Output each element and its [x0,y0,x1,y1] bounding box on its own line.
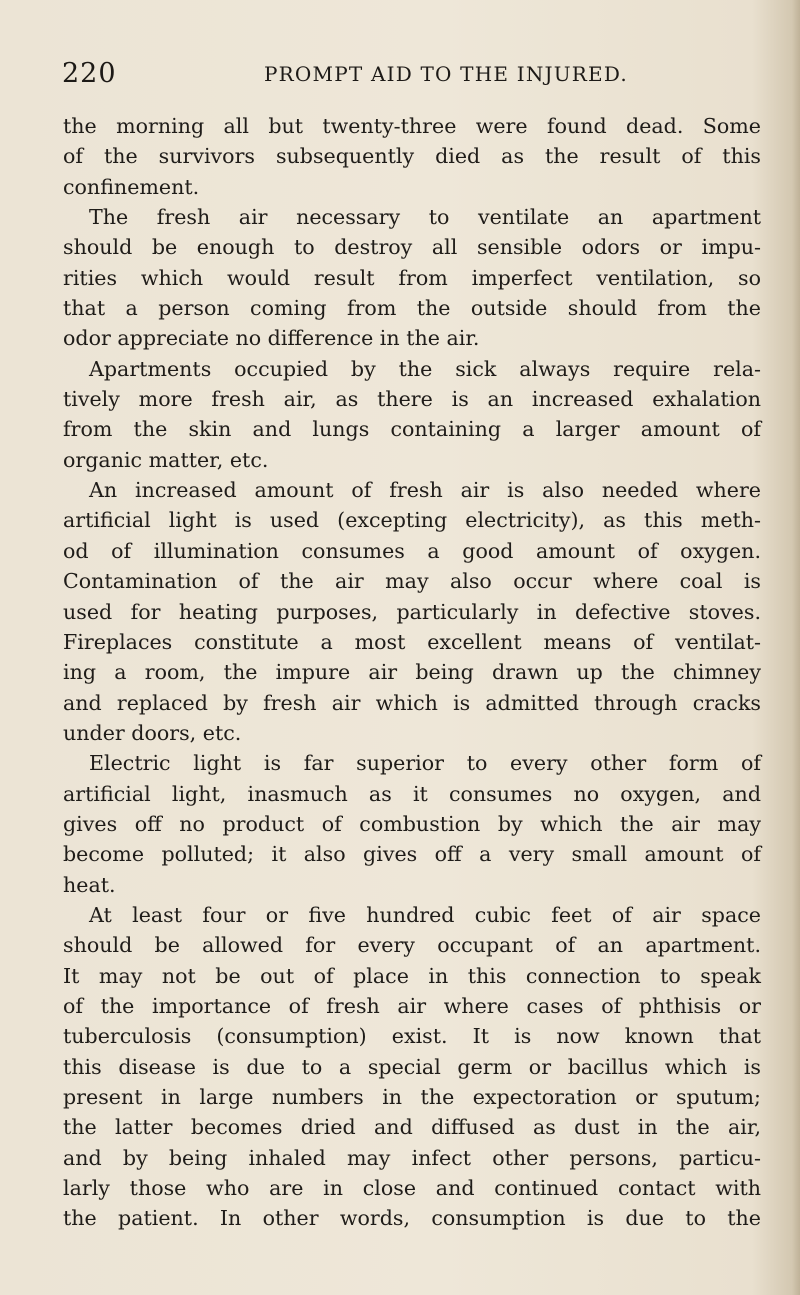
page-header [62,58,752,92]
text-line: Contamination of the air may also occur where coal is [63,569,761,594]
text-line: artificial light is used (excepting electricity), as this meth- [63,508,761,533]
text-line: artificial light, inasmuch as it consumes no oxygen, and [63,781,761,806]
text-line: At least four or five hundred cubic feet of air space [89,902,761,927]
text-line: larly those who are in close and continued contact with [63,1176,761,1201]
text-line: rities which would result from imperfect ventilation, so [63,265,761,290]
text-line: the morning all but twenty-three were found dead. Some [63,114,761,138]
text-line: gives off no product of combustion by which the air may [63,811,761,836]
text-line: and by being inhaled may infect other persons, particu- [63,1145,761,1170]
text-line: of the survivors subsequently died as the result of this [63,144,761,169]
text-line: the patient. In other words, consumption is due to the [63,1206,761,1231]
text-line: tuberculosis (consumption) exist. It is now known that [63,1024,761,1049]
text-line: become polluted; it also gives off a very small amount of [63,842,761,867]
text-line: confinement. [63,174,200,199]
text-line: from the skin and lungs containing a larger amount of [63,417,761,442]
text-line: the latter becomes dried and diffused as dust in the air, [63,1115,761,1140]
text-line: under doors, etc. [63,720,242,745]
text-line: present in large numbers in the expectoration or sputum; [63,1085,761,1109]
text-line: Electric light is far superior to every other form of [89,751,761,776]
text-line: Fireplaces constitute a most excellent means of ventilat- [63,629,761,654]
text-line: od of illumination consumes a good amount of oxygen. [63,538,761,563]
text-line: It may not be out of place in this connection to speak [63,963,761,988]
text-line: should be enough to destroy all sensible odors or impu- [63,235,761,260]
body-text [63,111,761,1234]
text-line: that a person coming from the outside should from the [63,296,761,321]
text-line: used for heating purposes, particularly in defective stoves. [63,599,761,624]
page-edge-shadow [792,0,800,1295]
running-head: PROMPT AID TO THE INJURED. [264,62,628,86]
page-number: 220 [62,58,117,89]
text-line: ing a room, the impure air being drawn up the chimney [63,660,761,685]
text-line: organic matter, etc. [63,447,269,472]
text-line: The fresh air necessary to ventilate an apartment [89,205,761,230]
text-line: An increased amount of fresh air is also needed where [89,478,761,503]
text-line: tively more fresh air, as there is an increased exhalation [63,387,761,412]
text-line: of the importance of fresh air where cases of phthisis or [63,993,761,1018]
text-line: should be allowed for every occupant of an apartment. [63,933,761,958]
text-line: odor appreciate no difference in the air. [63,326,480,351]
text-line: Apartments occupied by the sick always require rela- [89,356,761,381]
text-line: this disease is due to a special germ or bacillus which is [63,1054,761,1079]
text-line: and replaced by fresh air which is admitted through cracks [63,690,761,715]
text-line: heat. [63,872,116,897]
